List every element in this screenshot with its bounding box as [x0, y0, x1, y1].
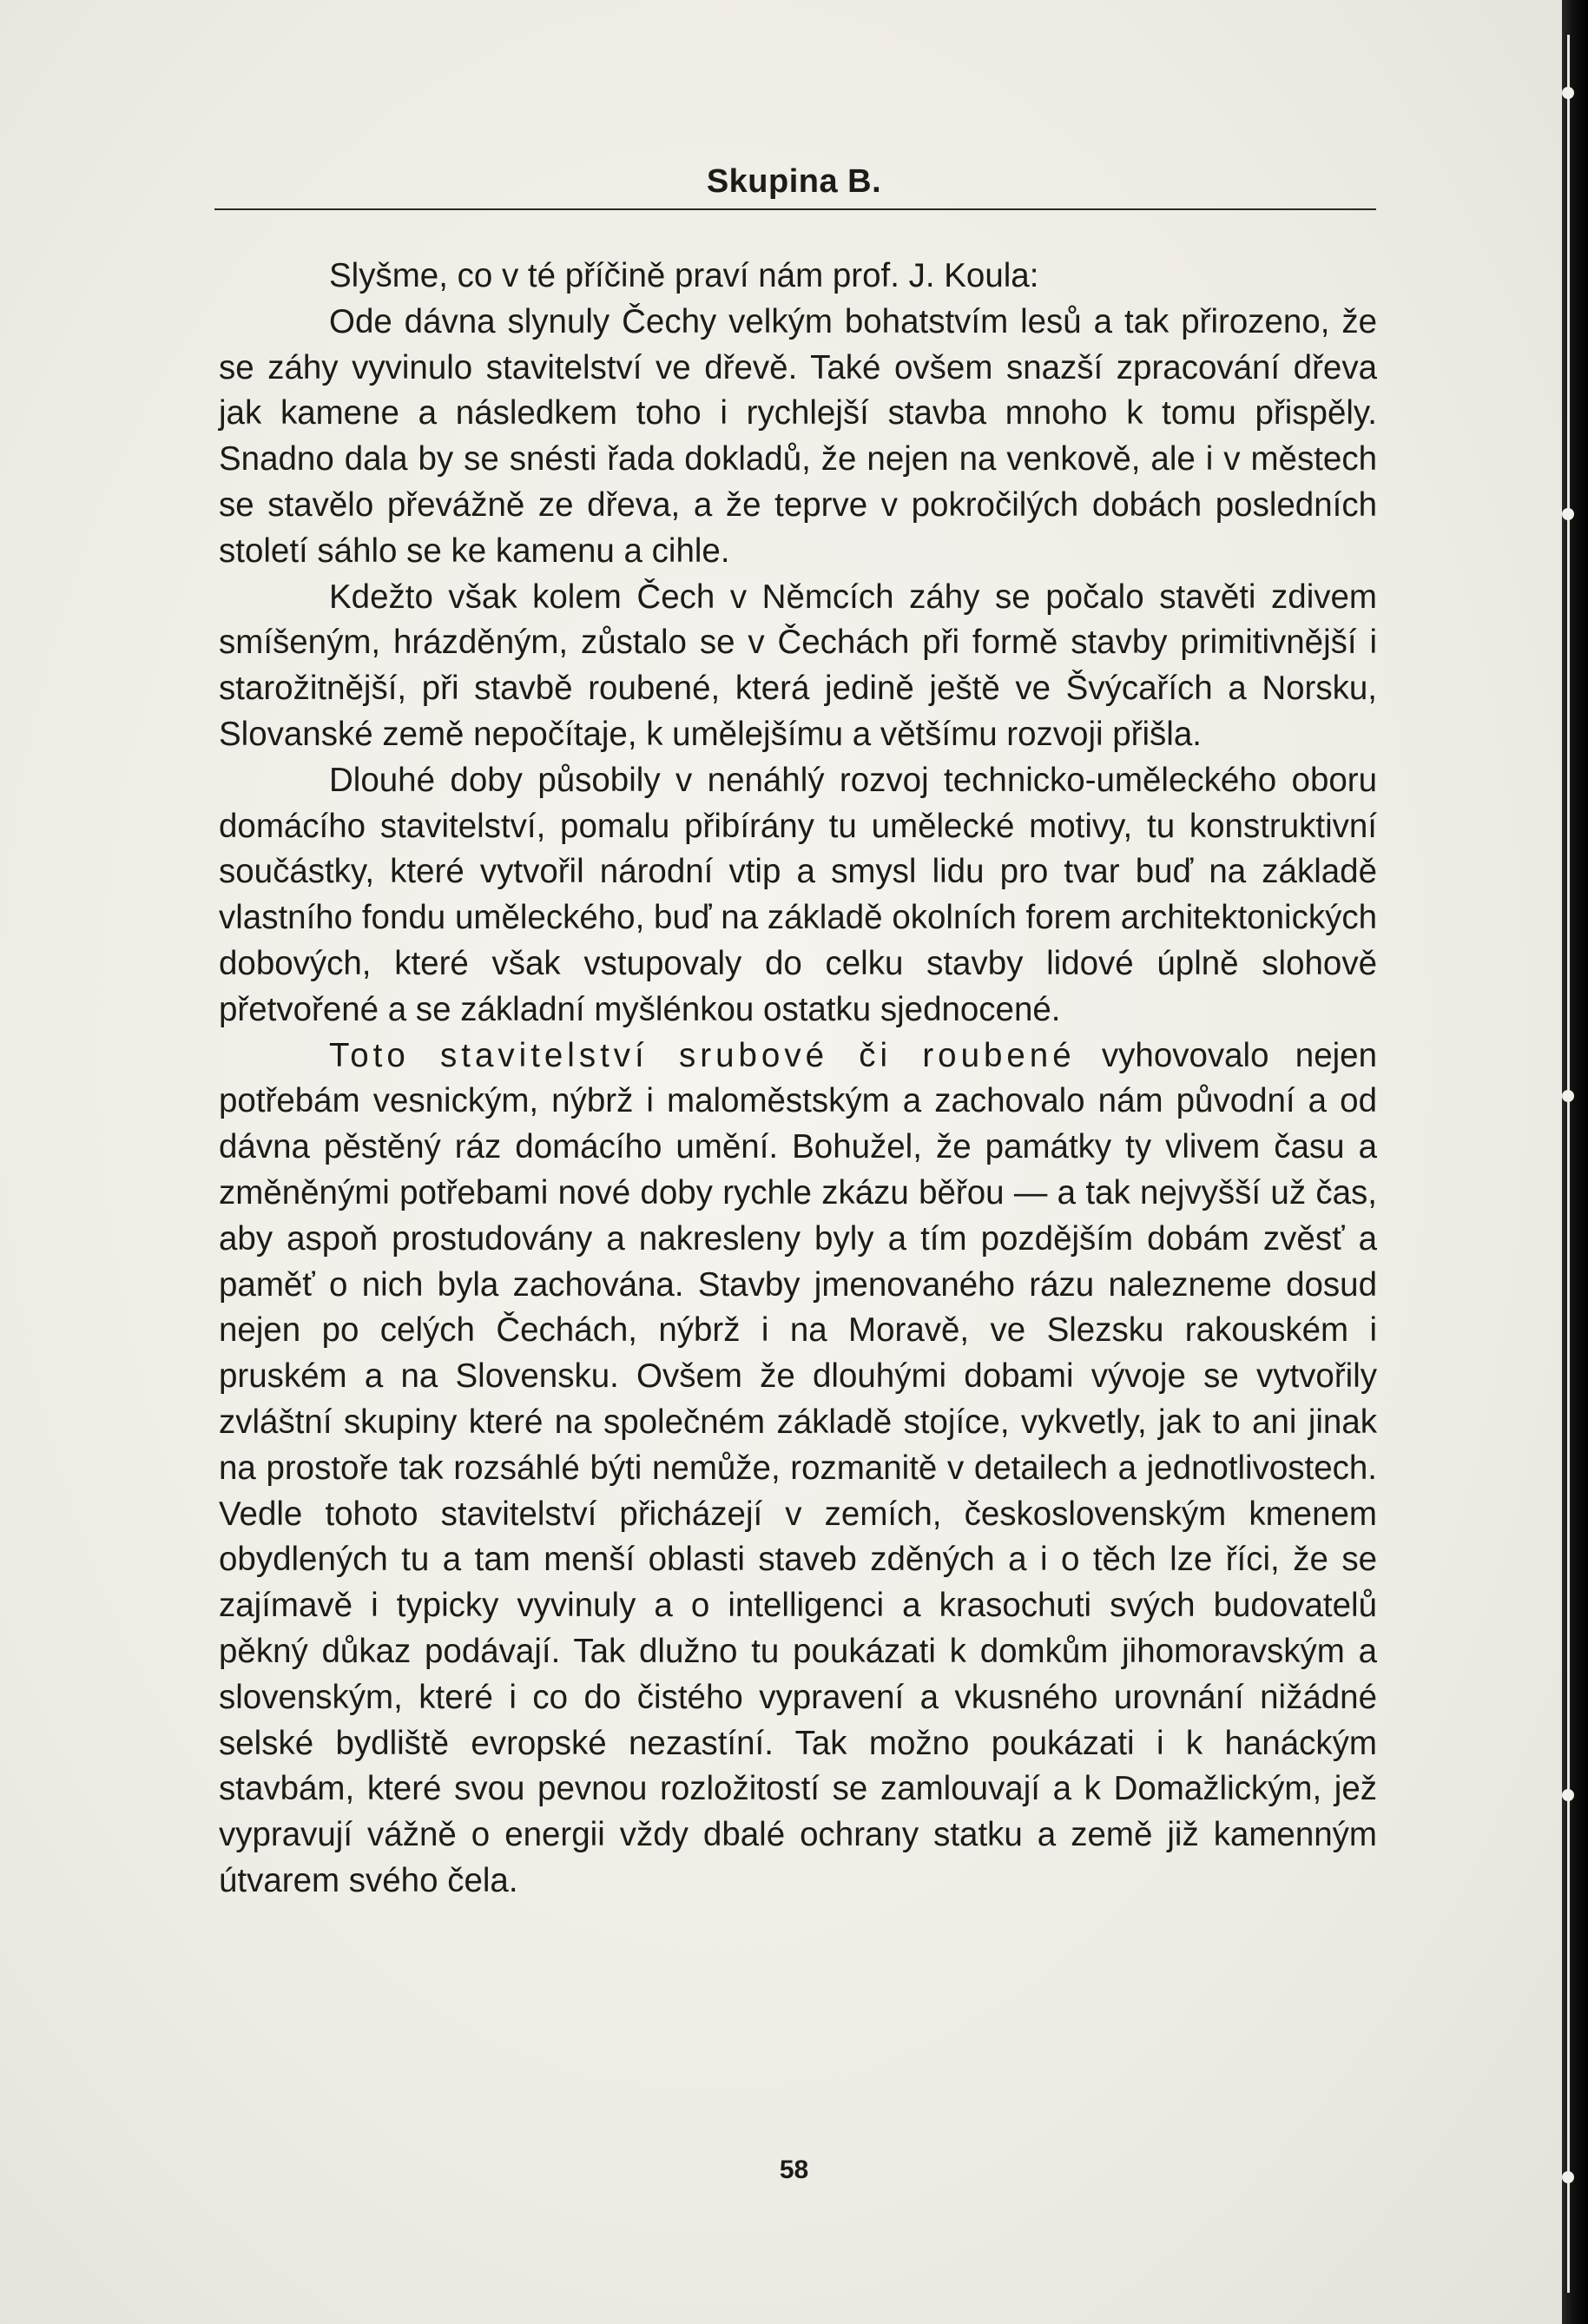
scan-edge	[1562, 0, 1588, 2324]
body-text	[219, 254, 1377, 1905]
scan-mark	[1562, 1090, 1574, 1102]
paragraph: Ode dávna slynuly Čechy velkým bohatstvím lesů a tak přirozeno, že se záhy vyvinulo stavitelství ve dřevě. Také ovšem snazší zpracování dřeva jak kamene a následkem toho i rychlejší stavba mnoho k tomu přispěly. Snadno dala by se snésti řada dokladů, že nejen na venkově, ale i v městech se stavělo převážně ze dřeva, a že teprve v pokročilých dobách posledních století sáhlo se ke kamenu a cihle.	[219, 302, 1377, 570]
scan-mark	[1562, 508, 1574, 520]
paragraph-text: vyhovovalo nejen potřebám vesnickým, nýbrž i maloměstským a zachovalo nám původní a od dávna pěstěný ráz domácího umění. Bohužel, že památky ty vlivem času a změněnými potřebami nové doby rychle zkázu běřou — a tak nejvyšší už čas, aby aspoň prostudovány a nakresleny byly a tím pozdějším dobám zvěsť a paměť o nich byla zachována. Stavby jmenovaného rázu nalezneme dosud nejen po celých Čechách, nýbrž i na Moravě, ve Slezsku rakouském i pruském a na Slovensku. Ovšem že dlouhými dobami vývoje se vytvořily zvláštní skupiny které na společném základě stojíce, vykvetly, jak to ani jinak na prostoře tak rozsáhlé býti nemůže, rozmanitě v detailech a jednotlivostech. Vedle tohoto stavitelství přicházejí v zemích, československým kmenem obydlených tu a tam menší oblasti staveb zděných a i o těch lze říci, že se zajímavě i typicky vyvinuly a o intelligenci a krasochuti svých budovatelů pěkný důkaz podávají. Tak dlužno tu poukázati k domkům jihomoravským a slovenským, které i co do čistého vypravení a vkusného urovnání nižádné selské bydliště evropské nezastíní. Tak možno poukázati i k hanáckým stavbám, které svou pevnou rozložitostí se zamlouvají a k Domažlickým, jež vypravují vážně o energii vždy dbalé ochrany statku a země již kamenným útvarem svého čela.	[219, 1036, 1377, 1899]
header-rule	[214, 208, 1376, 210]
paragraph: Dlouhé doby působily v nenáhlý rozvoj technicko-uměleckého oboru domácího stavitelství, pomalu přibírány tu umělecké motivy, tu konstruktivní součástky, které vytvořil národní vtip a smysl lidu pro tvar buď na základě vlastního fondu uměleckého, buď na základě okolních forem architektonických dobových, které však vstupovaly do celku stavby lidové úplně slohově přetvořené a se základní myšlénkou ostatku sjednocené.	[219, 761, 1377, 1028]
scan-rail	[1567, 35, 1570, 2293]
emphasized-phrase: Toto stavitelství srubové či roubené	[329, 1036, 1076, 1074]
paragraph: Kdežto však kolem Čech v Němcích záhy se počalo stavěti zdivem smíšeným, hrázděným, zůstalo se v Čechách při formě stavby primitivnější i starožitnější, při stavbě roubené, která jedině ještě ve Švýcařích a Norsku, Slovanské země nepočítaje, k umělejšímu a většímu rozvoji přišla.	[219, 578, 1377, 753]
running-header: Skupina B.	[706, 163, 882, 200]
scan-mark	[1562, 1789, 1574, 1801]
page-number: 58	[779, 2156, 809, 2184]
paragraph	[219, 1033, 1377, 1905]
paragraph: Slyšme, co v té příčině praví nám prof. J. Koula:	[329, 257, 1039, 294]
scan-mark	[1562, 87, 1574, 99]
